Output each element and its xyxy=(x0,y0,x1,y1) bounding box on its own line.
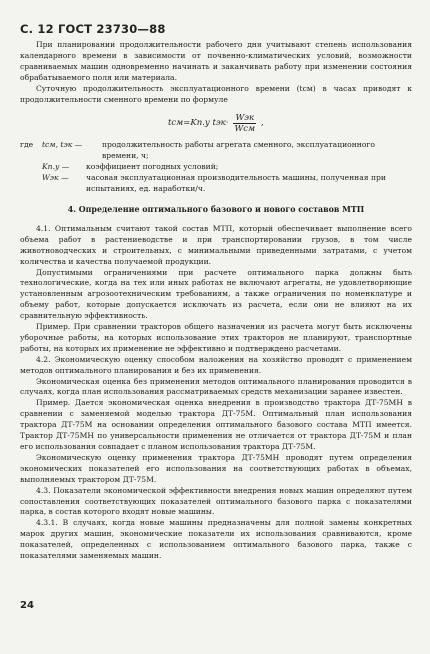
definition-row xyxy=(20,140,412,162)
paragraph: 4.2. Экономическую оценку способом наложения на хозяйство проводят с применением методов оптимального планирования и без их применения. xyxy=(20,354,412,375)
definition-row xyxy=(20,162,412,173)
definition-text: продолжительность работы агрегата сменного, эксплуатационного времени, ч; xyxy=(102,140,375,161)
paragraph: Пример. При сравнении тракторов общего назначения из расчета могут быть исключены уборочные работы, на которых использование этих тракторов не планируют, транспортные работы, на которых их применение не эффективно и подтверждено расчетами. xyxy=(20,322,412,353)
definition-symbol: Wэк — xyxy=(42,173,69,183)
page-content xyxy=(20,40,412,562)
section-title: 4. Определение оптимального базового и нового составов МТП xyxy=(67,204,365,214)
paragraph: Пример. Дается экономическая оценка внедрения в производство трактора ДТ-75МН в сравнении с заменяемой моделью трактора ДТ-75М. Оптимальный план использования трактора ДТ-75М на основании определения оптимального базового состава МТП имеется. Трактор ДТ-75МН по универсальности применения не отличается от трактора ДТ-75М и план его использования совпадает с планом использования трактора ДТ-75М. xyxy=(20,398,412,451)
formula-lhs: tсм=Kп.у tэк· xyxy=(168,118,229,129)
paragraph: Экономическую оценку применения трактора ДТ-75МН проводят путем определения экономических показателей его использования на соответствующих работах в объемах, выполняемых трактором ДТ-75М. xyxy=(20,452,412,484)
definition-text: часовая эксплуатационная производительность машины, полученная при испытаниях, ед. наработки/ч. xyxy=(86,173,386,194)
page-header: С. 12 ГОСТ 23730—88 xyxy=(20,22,166,36)
formula-trail: , xyxy=(261,118,264,129)
definition-symbol: Kп.у — xyxy=(42,162,70,172)
definition-lead xyxy=(20,173,42,195)
paragraph: 4.3.1. В случаях, когда новые машины предназначены для полной замены конкретных марок других машин, экономические показатели их использования сравниваются, кроме показателей, определенных с использованием оптимального базового парка, также с показателями заменяемых машин. xyxy=(20,518,412,561)
formula-numerator: Wэк xyxy=(235,113,255,124)
definition-lead xyxy=(20,162,42,173)
formula xyxy=(168,113,412,134)
definition-text: коэффициент погодных условий; xyxy=(86,162,219,172)
definition-symbol: tсм, tэк — xyxy=(42,140,83,150)
page-number: 24 xyxy=(20,600,34,611)
formula-fraction xyxy=(232,113,257,134)
paragraph: Допустимыми ограничениями при расчете оптимального парка должны быть технологические, когда на тех или иных работах не включают агрегаты, не удовлетворяющие установленным агрозоотехническим требованиям, а также ограничения по номенклатуре и объему работ, которые допускается исключать из расчета, если они не влияют на их сравнительную эффективность. xyxy=(20,267,412,321)
paragraph: 4.1. Оптимальным считают такой состав МТП, который обеспечивает выполнение всего объема работ в растениеводстве и при транспортировании грузов, в том числе животноводческих и строительных, с минимальными приведенными затратами, с учетом количества и качества получаемой продукции. xyxy=(20,223,412,266)
definition-lead: где xyxy=(20,140,34,150)
paragraph: При планировании продолжительности рабочего дня учитывают степень использования календарного времени в зависимости от почвенно-климатических условий, возможности сравниваемых машин одновременно начинать и заканчивать работу при изменении состояния обрабатываемого поля или материала. xyxy=(20,40,412,82)
paragraph: 4.3. Показатели экономической эффективности внедрения новых машин определяют путем сопоставления соответствующих показателей оптимального базового парка с показателями парка, в состав которого входят новые машины. xyxy=(20,485,412,517)
formula-denominator: Wсм xyxy=(234,124,256,135)
definition-row xyxy=(20,173,412,195)
definitions-list xyxy=(20,140,412,195)
paragraph: Экономическая оценка без применения методов оптимального планирования проводится в случаях, когда план использования рассматриваемых средств механизации заранее известен. xyxy=(20,376,412,397)
paragraph: Суточную продолжительность эксплуатационного времени (tсм) в часах приводят к продолжительности сменного времени по формуле xyxy=(20,83,412,104)
